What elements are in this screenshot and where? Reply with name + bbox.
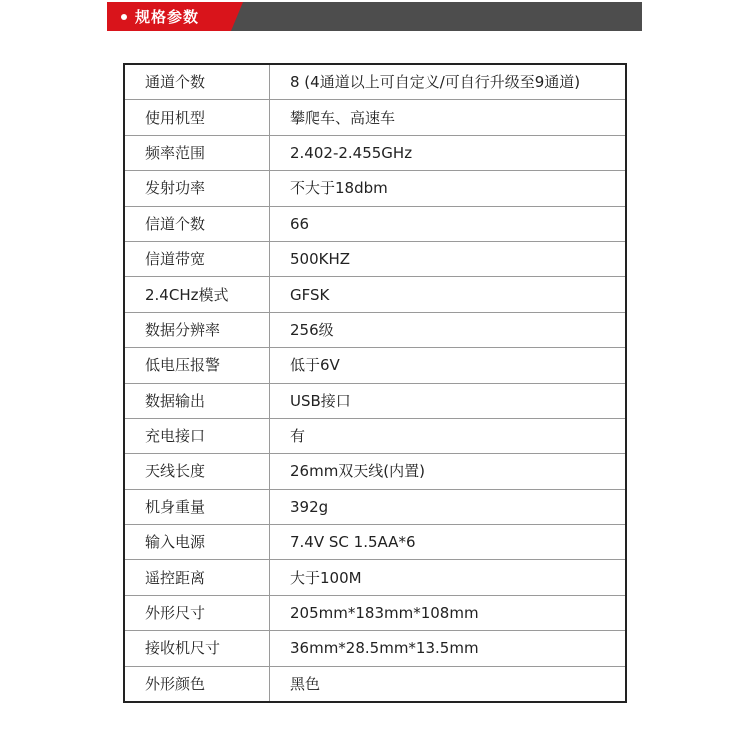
table-row	[124, 489, 626, 524]
spec-value: 26mm双天线(内置)	[270, 454, 627, 489]
spec-value: 205mm*183mm*108mm	[270, 595, 627, 630]
spec-key: 频率范围	[124, 135, 270, 170]
spec-key: 充电接口	[124, 418, 270, 453]
spec-key: 信道个数	[124, 206, 270, 241]
spec-key: 天线长度	[124, 454, 270, 489]
spec-value: 36mm*28.5mm*13.5mm	[270, 631, 627, 666]
spec-value: 8 (4通道以上可自定义/可自行升级至9通道)	[270, 64, 627, 100]
spec-key: 接收机尺寸	[124, 631, 270, 666]
spec-value: 392g	[270, 489, 627, 524]
table-row	[124, 666, 626, 702]
table-row	[124, 312, 626, 347]
table-row	[124, 206, 626, 241]
spec-value: 大于100M	[270, 560, 627, 595]
table-row	[124, 454, 626, 489]
spec-key: 数据分辨率	[124, 312, 270, 347]
section-title: 规格参数	[135, 8, 200, 26]
table-row	[124, 631, 626, 666]
spec-key: 机身重量	[124, 489, 270, 524]
spec-value: 低于6V	[270, 348, 627, 383]
spec-value: 2.402-2.455GHz	[270, 135, 627, 170]
spec-key: 输入电源	[124, 525, 270, 560]
table-row	[124, 171, 626, 206]
spec-table-body	[124, 64, 626, 702]
spec-key: 2.4CHz模式	[124, 277, 270, 312]
table-row	[124, 418, 626, 453]
spec-value: 有	[270, 418, 627, 453]
table-row	[124, 277, 626, 312]
spec-value: USB接口	[270, 383, 627, 418]
table-row	[124, 100, 626, 135]
spec-key: 外形尺寸	[124, 595, 270, 630]
section-header-tab	[107, 2, 231, 31]
spec-key: 信道带宽	[124, 241, 270, 276]
table-row	[124, 135, 626, 170]
spec-value: 黑色	[270, 666, 627, 702]
spec-value: 256级	[270, 312, 627, 347]
spec-value: 不大于18dbm	[270, 171, 627, 206]
spec-value: 500KHZ	[270, 241, 627, 276]
table-row	[124, 348, 626, 383]
spec-key: 发射功率	[124, 171, 270, 206]
spec-value: 攀爬车、高速车	[270, 100, 627, 135]
table-row	[124, 383, 626, 418]
spec-key: 通道个数	[124, 64, 270, 100]
spec-value: GFSK	[270, 277, 627, 312]
table-row	[124, 560, 626, 595]
table-row	[124, 241, 626, 276]
spec-key: 外形颜色	[124, 666, 270, 702]
spec-value: 7.4V SC 1.5AA*6	[270, 525, 627, 560]
spec-key: 遥控距离	[124, 560, 270, 595]
table-row	[124, 595, 626, 630]
table-row	[124, 525, 626, 560]
bullet-dot-icon	[121, 14, 127, 20]
spec-key: 低电压报警	[124, 348, 270, 383]
spec-value: 66	[270, 206, 627, 241]
spec-table	[123, 63, 627, 703]
spec-key: 数据输出	[124, 383, 270, 418]
table-row	[124, 64, 626, 100]
spec-key: 使用机型	[124, 100, 270, 135]
